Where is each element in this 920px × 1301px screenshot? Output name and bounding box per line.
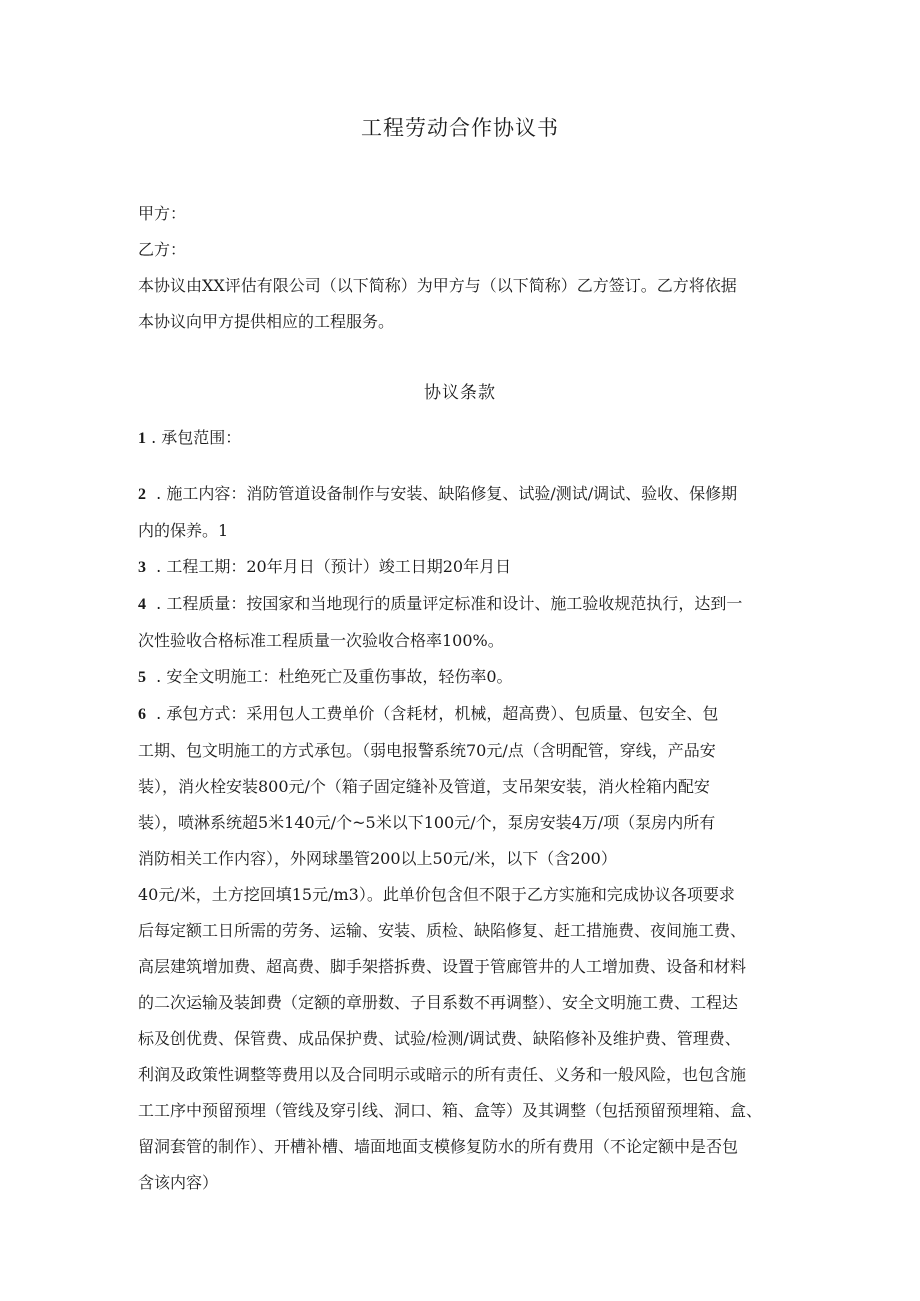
clause-number: 4 bbox=[138, 596, 146, 613]
clause-text: . 工程质量：按国家和当地现行的质量评定标准和设计、施工验收规范执行，达到一 bbox=[156, 594, 743, 613]
clause-item-4 bbox=[138, 586, 788, 659]
clause-text: 装），喷淋系统超5米140元/个~5米以下100元/个，泵房安装4万/项（泵房内所有 bbox=[138, 813, 716, 832]
clause-item-5 bbox=[138, 659, 788, 696]
clause-number: 3 bbox=[138, 559, 146, 576]
intro-paragraph bbox=[138, 268, 788, 340]
document-title: 工程劳动合作协议书 bbox=[361, 116, 559, 140]
clause-number: 6 bbox=[138, 706, 146, 723]
party-b-label: 乙方： bbox=[138, 240, 187, 259]
intro-line-1: 本协议由XX评估有限公司（以下简称）为甲方与（以下简称）乙方签订。乙方将依据 bbox=[138, 276, 737, 295]
clause-text: . 工程工期：20年月日（预计）竣工日期20年月日 bbox=[156, 557, 512, 576]
intro-line-2: 本协议向甲方提供相应的工程服务。 bbox=[138, 312, 395, 331]
section-title: 协议条款 bbox=[424, 383, 496, 403]
clause-text: 消防相关工作内容），外网球墨管200以上50元/米，以下（含200） bbox=[138, 849, 617, 868]
clause-text: 工工序中预留预埋（管线及穿引线、洞口、箱、盒等）及其调整（包括预留预埋箱、盒、 bbox=[138, 1101, 763, 1120]
clause-text: 工期、包文明施工的方式承包。（弱电报警系统70元/点（含明配管，穿线，产品安 bbox=[138, 741, 716, 760]
clause-text: . 承包范围： bbox=[151, 428, 242, 447]
clause-number: 2 bbox=[138, 486, 146, 503]
clause-number: 1 bbox=[138, 430, 146, 447]
clause-text: 留洞套管的制作）、开槽补槽、墙面地面支模修复防水的所有费用（不论定额中是否包 bbox=[138, 1137, 739, 1156]
clause-text: . 施工内容：消防管道设备制作与安装、缺陷修复、试验/测试/调试、验收、保修期 bbox=[156, 484, 738, 503]
clause-text: 含该内容） bbox=[138, 1173, 219, 1192]
clause-text: 装），消火栓安装800元/个（箱子固定缝补及管道，支吊架安装，消火栓箱内配安 bbox=[138, 777, 710, 796]
clause-text: 的二次运输及装卸费（定额的章册数、子目系数不再调整）、安全文明施工费、工程达 bbox=[138, 993, 739, 1012]
clause-text: 利润及政策性调整等费用以及合同明示或暗示的所有责任、义务和一般风险，也包含施 bbox=[138, 1065, 747, 1084]
clause-item-1 bbox=[138, 420, 788, 457]
clause-item-3 bbox=[138, 549, 788, 586]
clause-text: 次性验收合格标准工程质量一次验收合格率100%。 bbox=[138, 631, 504, 650]
clause-number: 5 bbox=[138, 669, 146, 686]
clause-text: 高层建筑增加费、超高费、脚手架搭拆费、设置于管廊管井的人工增加费、设备和材料 bbox=[138, 957, 747, 976]
clause-text: 标及创优费、保管费、成品保护费、试验/检测/调试费、缺陷修补及维护费、管理费、 bbox=[138, 1029, 741, 1048]
clause-text: . 安全文明施工：杜绝死亡及重伤事故，轻伤率0。 bbox=[156, 667, 513, 686]
clause-item-2 bbox=[138, 476, 788, 549]
party-a-label: 甲方： bbox=[138, 204, 187, 223]
clause-text: 内的保养。1 bbox=[138, 521, 229, 540]
clause-text: . 承包方式：采用包人工费单价（含耗材，机械，超高费）、包质量、包安全、包 bbox=[156, 704, 719, 723]
clause-item-6 bbox=[138, 696, 788, 1201]
clause-text: 后每定额工日所需的劳务、运输、安装、质检、缺陷修复、赶工措施费、夜间施工费、 bbox=[138, 921, 747, 940]
clause-text: 40元/米，土方挖回填15元/m3）。此单价包含但不限于乙方实施和完成协议各项要求 bbox=[138, 885, 735, 904]
clauses-list bbox=[138, 476, 788, 1201]
